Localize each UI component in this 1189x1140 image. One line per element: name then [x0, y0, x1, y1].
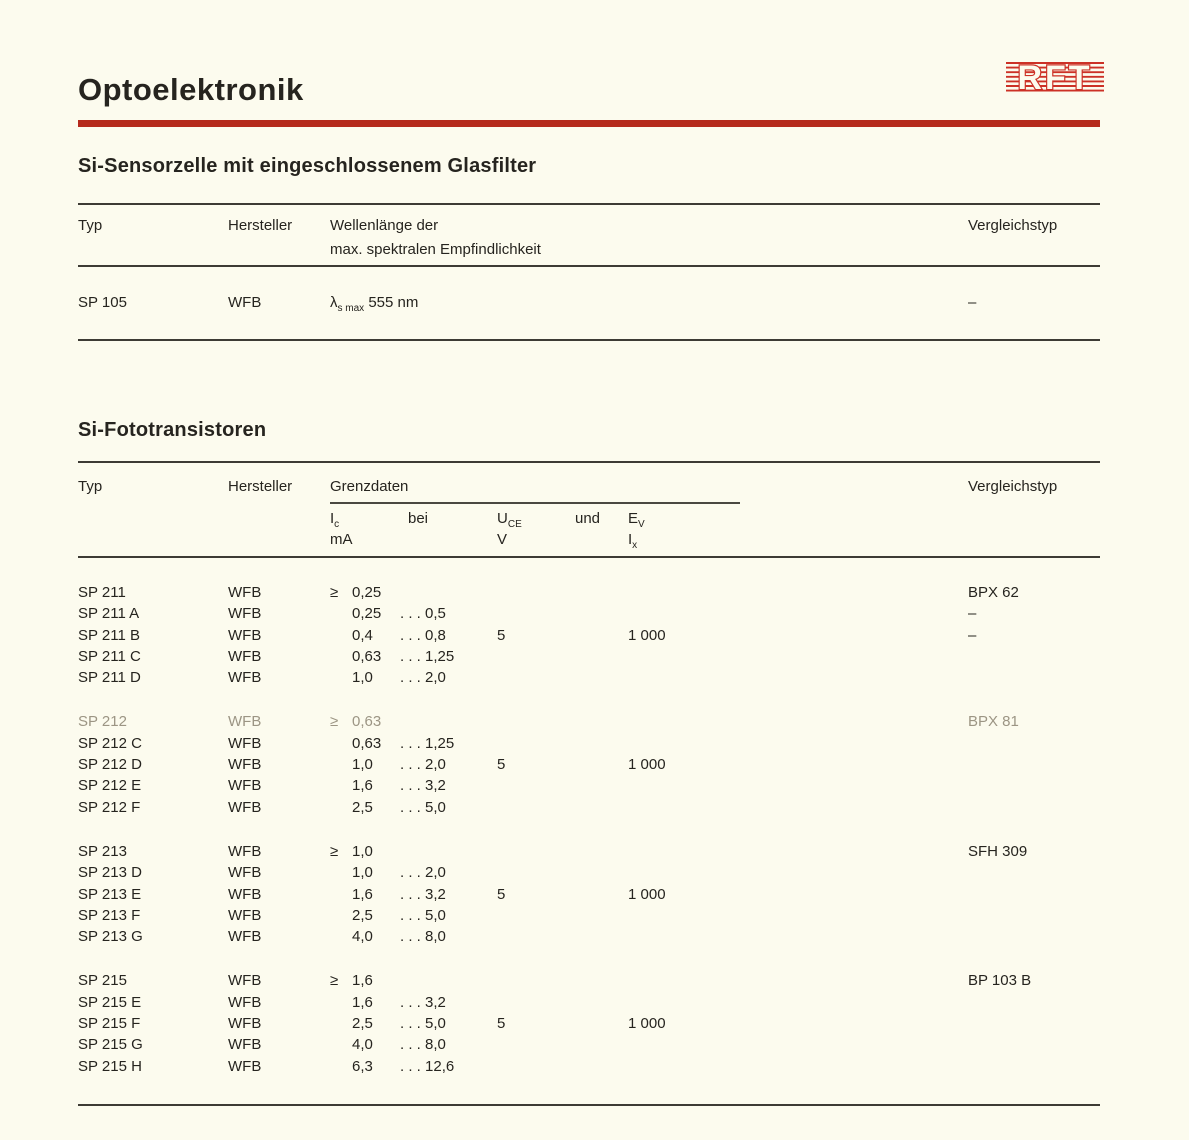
ic-cell: 1,6 . . . 3,2 — [352, 993, 446, 1011]
typ-cell: SP 211 D — [78, 669, 141, 687]
table-row — [0, 735, 1189, 756]
typ-cell: SP 215 H — [78, 1057, 142, 1075]
ic-cell: 1,6 . . . 3,2 — [352, 777, 446, 795]
table-row — [0, 584, 1189, 605]
typ-cell: SP 211 B — [78, 626, 140, 644]
uce-cell: 5 — [497, 885, 506, 903]
table-row — [0, 843, 1189, 864]
hersteller-cell: WFB — [228, 647, 262, 665]
ic-cell: 0,4 . . . 0,8 — [352, 626, 446, 644]
hersteller-cell: WFB — [228, 972, 262, 990]
hersteller-cell: WFB — [228, 1036, 262, 1054]
typ-cell: SP 215 E — [78, 993, 142, 1011]
hersteller-cell: WFB — [228, 584, 262, 601]
table2-col-hersteller: Hersteller — [228, 478, 293, 495]
table2-top-rule — [78, 461, 1100, 463]
typ-cell: SP 215 F — [78, 1015, 141, 1033]
hersteller-cell: WFB — [228, 756, 262, 774]
typ-cell: SP 211 A — [78, 605, 140, 623]
hersteller-cell: WFB — [228, 669, 262, 687]
ic-cell: ≥ 0,25 — [330, 584, 382, 601]
ic-cell: ≥ 1,6 — [330, 972, 373, 990]
table-row — [0, 756, 1189, 777]
uce-cell: 5 — [497, 756, 506, 774]
table2-col-vergleichstyp: Vergleichstyp — [968, 478, 1058, 495]
vergleichstyp-cell: BPX 62 — [968, 584, 1019, 601]
ic-cell: 0,63 . . . 1,25 — [352, 734, 455, 752]
subcol-ev-unit: $I_x$ — [628, 531, 638, 551]
table-row — [0, 972, 1189, 993]
table1-top-rule — [78, 203, 1100, 205]
ev-cell: 1 000 — [628, 756, 666, 774]
ic-cell: 1,0 . . . 2,0 — [352, 864, 446, 882]
table-row — [0, 1036, 1189, 1057]
hersteller-cell: WFB — [228, 1057, 262, 1075]
hersteller-cell: WFB — [228, 734, 262, 752]
hersteller-cell: WFB — [228, 605, 262, 623]
typ-cell: SP 213 — [78, 842, 127, 860]
table-row — [0, 886, 1189, 907]
typ-cell: SP 105 — [78, 294, 127, 311]
hersteller-cell: WFB — [228, 713, 262, 731]
typ-cell: SP 212 — [78, 713, 127, 731]
table2-col-typ: Typ — [78, 478, 103, 495]
grenzdaten-underline-rule — [330, 502, 740, 504]
ic-cell: 2,5 . . . 5,0 — [352, 798, 446, 816]
page-bottom-rule — [78, 1104, 1100, 1106]
hersteller-cell: WFB — [228, 993, 262, 1011]
table-row — [0, 1058, 1189, 1079]
vergleichstyp-cell: BPX 81 — [968, 713, 1019, 731]
table-row — [0, 907, 1189, 928]
typ-cell: SP 212 E — [78, 777, 142, 795]
hersteller-cell: WFB — [228, 798, 262, 816]
table2-body — [0, 584, 1189, 1079]
subcol-bei: bei — [408, 510, 429, 527]
hersteller-cell: WFB — [228, 906, 262, 924]
vergleichstyp-cell: – — [968, 605, 977, 623]
title-underline-rule — [78, 120, 1100, 127]
table-row — [0, 627, 1189, 648]
table-row — [0, 605, 1189, 626]
table1-col-typ: Typ — [78, 217, 103, 234]
hersteller-cell: WFB — [228, 294, 262, 311]
page-title: Optoelektronik — [78, 72, 304, 107]
ev-cell: 1 000 — [628, 626, 666, 644]
hersteller-cell: WFB — [228, 777, 262, 795]
table1-col-hersteller: Hersteller — [228, 217, 293, 234]
hersteller-cell: WFB — [228, 626, 262, 644]
typ-cell: SP 212 D — [78, 756, 142, 774]
ic-cell: 2,5 . . . 5,0 — [352, 1015, 446, 1033]
subcol-ev: $E_V$ — [628, 510, 645, 530]
subcol-ic: $I_c$ — [330, 510, 340, 530]
table-row — [0, 713, 1189, 734]
table-row — [0, 1015, 1189, 1036]
typ-cell: SP 213 E — [78, 885, 142, 903]
typ-cell: SP 213 G — [78, 928, 143, 946]
ic-cell: ≥ 0,63 — [330, 713, 382, 731]
ic-cell: 0,25 . . . 0,5 — [352, 605, 446, 623]
typ-cell: SP 213 D — [78, 864, 142, 882]
typ-cell: SP 215 G — [78, 1036, 143, 1054]
typ-cell: SP 211 — [78, 584, 126, 601]
vergleichstyp-cell: – — [968, 626, 977, 644]
subcol-uce-unit: V — [497, 531, 508, 548]
typ-cell: SP 215 — [78, 972, 127, 990]
logo-text: RFT — [1017, 59, 1093, 97]
hersteller-cell: WFB — [228, 842, 262, 860]
uce-cell: 5 — [497, 1015, 506, 1033]
vergleichstyp-cell: BP 103 B — [968, 972, 1032, 990]
table-row — [0, 669, 1189, 690]
hersteller-cell: WFB — [228, 885, 262, 903]
subcol-und: und — [575, 510, 601, 527]
ic-cell: 6,3 . . . 12,6 — [352, 1057, 455, 1075]
ic-cell: 4,0 . . . 8,0 — [352, 1036, 446, 1054]
rft-logo-icon — [1004, 53, 1106, 101]
table-row — [0, 799, 1189, 820]
ic-cell: 1,0 . . . 2,0 — [352, 756, 446, 774]
subcol-uce: $U_{CE}$ — [497, 510, 522, 530]
ic-cell: 2,5 . . . 5,0 — [352, 906, 446, 924]
typ-cell: SP 212 F — [78, 798, 141, 816]
ic-cell: 1,6 . . . 3,2 — [352, 885, 446, 903]
table1-col-wellenlaenge-line1: Wellenlänge der — [330, 217, 439, 234]
uce-cell: 5 — [497, 626, 506, 644]
table-row — [0, 648, 1189, 669]
table2-col-grenzdaten: Grenzdaten — [330, 478, 409, 495]
table-row — [0, 777, 1189, 798]
vergleichstyp-cell: SFH 309 — [968, 842, 1028, 860]
ev-cell: 1 000 — [628, 1015, 666, 1033]
table-row — [0, 928, 1189, 949]
hersteller-cell: WFB — [228, 1015, 262, 1033]
typ-cell: SP 211 C — [78, 647, 141, 665]
section2-heading: Si-Fototransistoren — [78, 419, 267, 441]
table1-header-rule — [78, 265, 1100, 267]
table2-header-rule — [78, 556, 1100, 558]
ic-cell: 4,0 . . . 8,0 — [352, 928, 446, 946]
ic-cell: ≥ 1,0 — [330, 842, 373, 860]
section1-heading: Si-Sensorzelle mit eingeschlossenem Glasfilter — [78, 155, 537, 177]
table-row — [0, 994, 1189, 1015]
hersteller-cell: WFB — [228, 864, 262, 882]
table1-col-wellenlaenge-line2: max. spektralen Empfindlichkeit — [330, 241, 541, 258]
ic-cell: 0,63 . . . 1,25 — [352, 647, 455, 665]
typ-cell: SP 212 C — [78, 734, 142, 752]
subcol-ic-unit: mA — [330, 531, 353, 548]
typ-cell: SP 213 F — [78, 906, 141, 924]
hersteller-cell: WFB — [228, 928, 262, 946]
table1-bottom-rule — [78, 339, 1100, 341]
wellenlaenge-cell: $\lambda_{s max}$ 555 nm — [330, 294, 419, 314]
table-row — [0, 864, 1189, 885]
table1-col-vergleichstyp: Vergleichstyp — [968, 217, 1058, 234]
vergleichstyp-cell: – — [968, 294, 977, 311]
ic-cell: 1,0 . . . 2,0 — [352, 669, 446, 687]
ev-cell: 1 000 — [628, 885, 666, 903]
